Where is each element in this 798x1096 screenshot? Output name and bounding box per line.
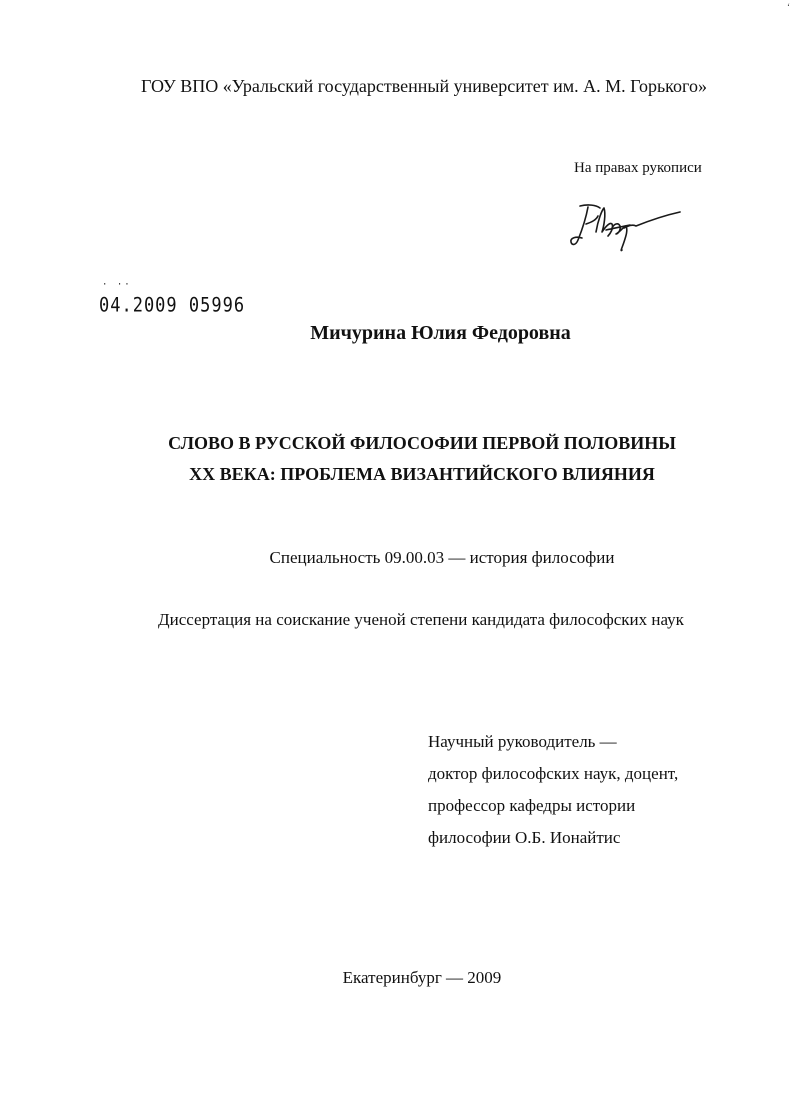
title-line-1: СЛОВО В РУССКОЙ ФИЛОСОФИИ ПЕРВОЙ ПОЛОВИНЫ (168, 433, 676, 453)
title-line-2: XX ВЕКА: ПРОБЛЕМА ВИЗАНТИЙСКОГО ВЛИЯНИЯ (189, 464, 655, 484)
registry-dots: · ·· (102, 280, 132, 290)
scan-mark: ‘ (787, 2, 790, 12)
manuscript-rights-note: На правах рукописи (574, 160, 702, 176)
registry-number: 04.2009 05996 (99, 294, 246, 317)
specialty: Специальность 09.00.03 — история философии (269, 548, 615, 567)
supervisor-line-4: философии О.Б. Ионайтис (428, 828, 621, 847)
supervisor-line-1: Научный руководитель — (428, 732, 617, 751)
author-name: Мичурина Юлия Федоровна (310, 322, 571, 344)
dissertation-title (0, 428, 798, 490)
institution-header: ГОУ ВПО «Уральский государственный университет им. А. М. Горького» (141, 76, 707, 96)
supervisor-block (428, 726, 678, 854)
supervisor-line-2: доктор философских наук, доцент, (428, 764, 679, 783)
handwritten-signature-icon (566, 196, 686, 256)
city-year: Екатеринбург — 2009 (342, 968, 502, 987)
dissertation-degree: Диссертация на соискание ученой степени кандидата философских наук (158, 610, 684, 629)
supervisor-line-3: профессор кафедры истории (428, 796, 636, 815)
